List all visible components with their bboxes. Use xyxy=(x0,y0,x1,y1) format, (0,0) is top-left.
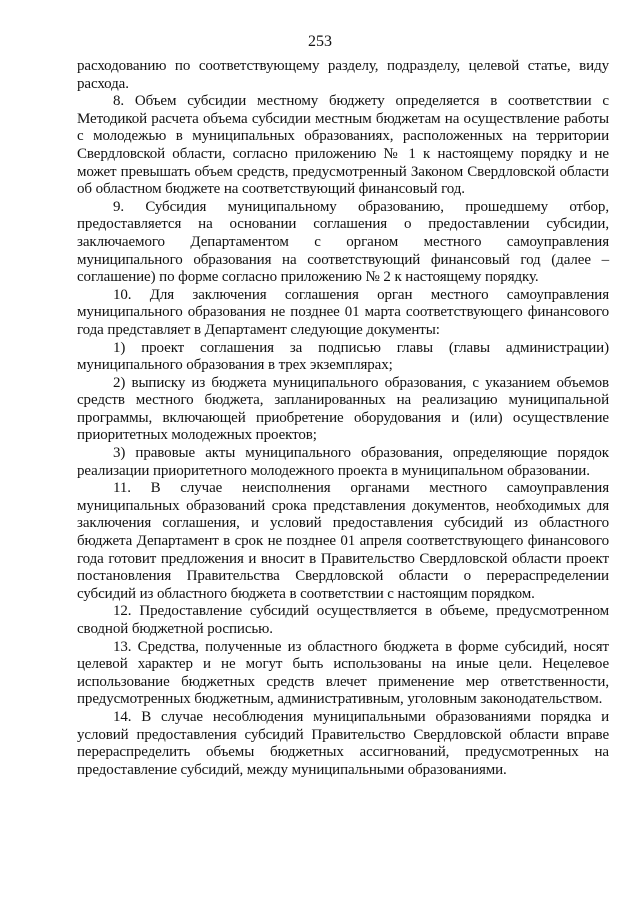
paragraph-item-13: 13. Средства, полученные из областного бюджета в форме субсидий, носят целевой характер и не могут быть использованы на иные цели. Нецелевое использование бюджетных средств влечет применение мер ответственности, предусмотренных бюджетным, административным, уголовным законодательством. xyxy=(77,638,609,708)
paragraph-item-10-1: 1) проект соглашения за подписью главы (главы администрации) муниципального образования в трех экземплярах; xyxy=(77,339,609,374)
document-body xyxy=(77,58,609,779)
paragraph-continuation: расходованию по соответствующему разделу, подразделу, целевой статье, виду расхода. xyxy=(77,58,609,92)
paragraph-item-8: 8. Объем субсидии местному бюджету определяется в соответствии с Методикой расчета объема субсидии местным бюджетам на осуществление работы с молодежью в муниципальных образованиях, расположенных на территории Свердловской области, согласно приложению № 1 к настоящему порядку и не может превышать объем средств, предусмотренный Законом Свердловской области об областном бюджете на соответствующий финансовый год. xyxy=(77,93,609,198)
paragraph-item-10-3: 3) правовые акты муниципального образования, определяющие порядок реализации приоритетного молодежного проекта в муниципальном образовании. xyxy=(77,445,609,479)
paragraph-item-14: 14. В случае несоблюдения муниципальными образованиями порядка и условий предоставления субсидий Правительство Свердловской области вправе перераспределить объемы бюджетных ассигнований, предусмотренных на предоставление субсидий, между муниципальными образованиями. xyxy=(77,708,609,778)
page-number: 253 xyxy=(308,33,332,50)
paragraph-item-10-2: 2) выписку из бюджета муниципального образования, с указанием объемов средств местного бюджета, запланированных на реализацию муниципальной программы, включающей приобретение оборудования и (или) осуществление приоритетных молодежных проектов; xyxy=(77,374,609,444)
paragraph-item-9: 9. Субсидия муниципальному образованию, прошедшему отбор, предоставляется на основании соглашения о предоставлении субсидии, заключаемого Департаментом с органом местного самоуправления муниципального образования на соответствующий финансовый год (далее – соглашение) по форме согласно приложению № 2 к настоящему порядку. xyxy=(77,198,609,286)
paragraph-item-12: 12. Предоставление субсидий осуществляется в объеме, предусмотренном сводной бюджетной росписью. xyxy=(77,603,609,637)
paragraph-item-10: 10. Для заключения соглашения орган местного самоуправления муниципального образования не позднее 01 марта соответствующего финансового года представляет в Департамент следующие документы: xyxy=(77,286,609,338)
paragraph-item-11: 11. В случае неисполнения органами местного самоуправления муниципальных образований срока представления документов, необходимых для заключения соглашения, и условий предоставления субсидий из областного бюджета Департамент в срок не позднее 01 апреля соответствующего финансового года готовит предложения и вносит в Правительство Свердловской области проект постановления Правительства Свердловской области о перераспределении субсидий из областного бюджета в соответствии с настоящим порядком. xyxy=(77,480,609,602)
